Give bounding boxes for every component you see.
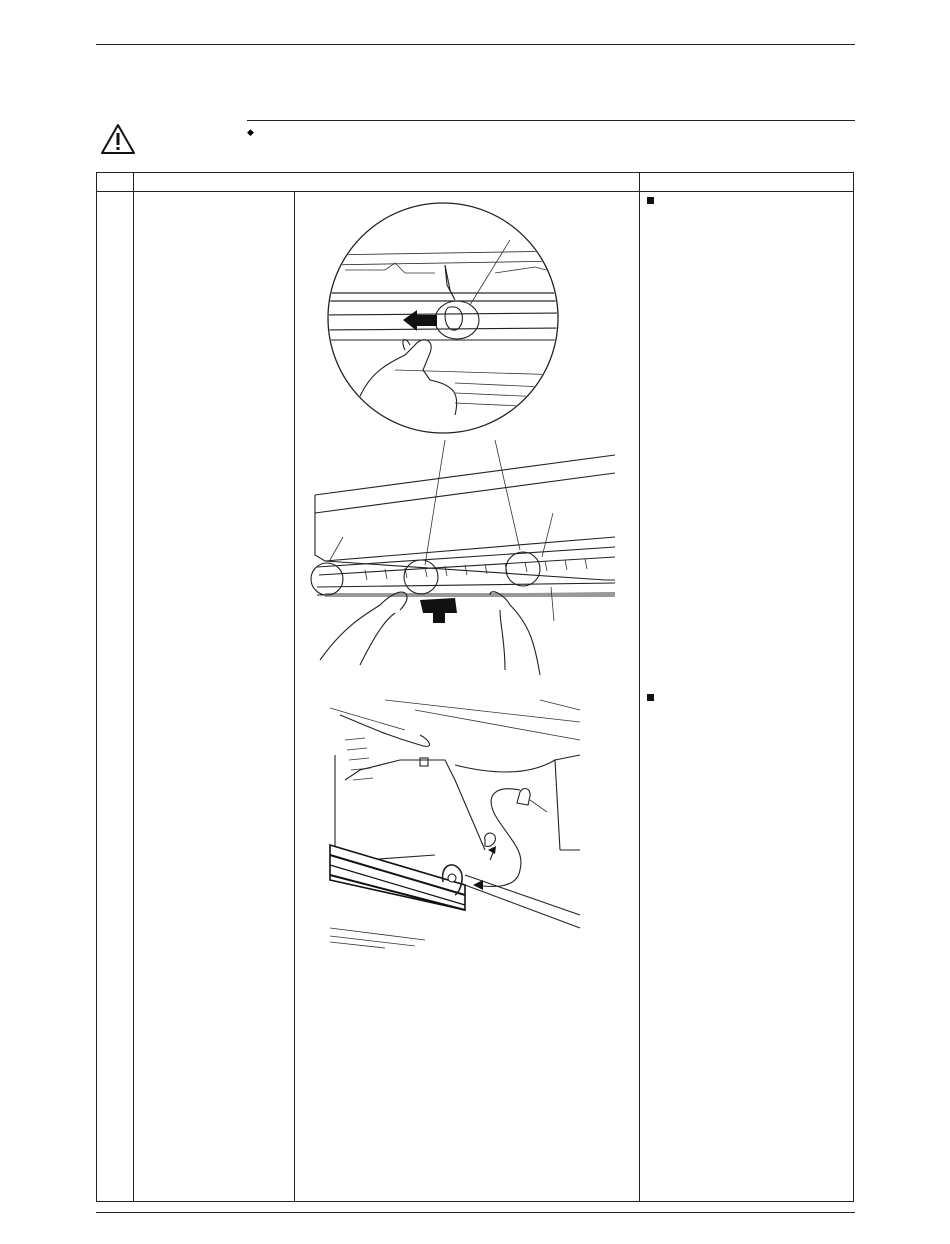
footer-rule (96, 1212, 855, 1213)
table-header-rule (97, 191, 853, 192)
caution-bullet: ◆ (247, 127, 254, 137)
caution-rule (247, 120, 855, 121)
grille-hinge-detail-figure (325, 700, 585, 950)
front-grille-removal-figure (305, 195, 620, 685)
hinge-drawing (330, 700, 580, 948)
column-divider-procedure (294, 191, 295, 1201)
column-divider-step (133, 173, 134, 1201)
zoom-detail-circle (325, 203, 575, 433)
column-divider-points (639, 173, 640, 1201)
header-rule (96, 44, 855, 45)
warning-triangle-icon (100, 123, 136, 155)
indoor-unit-drawing (311, 455, 615, 675)
square-marker (647, 694, 654, 701)
square-marker (647, 197, 654, 204)
